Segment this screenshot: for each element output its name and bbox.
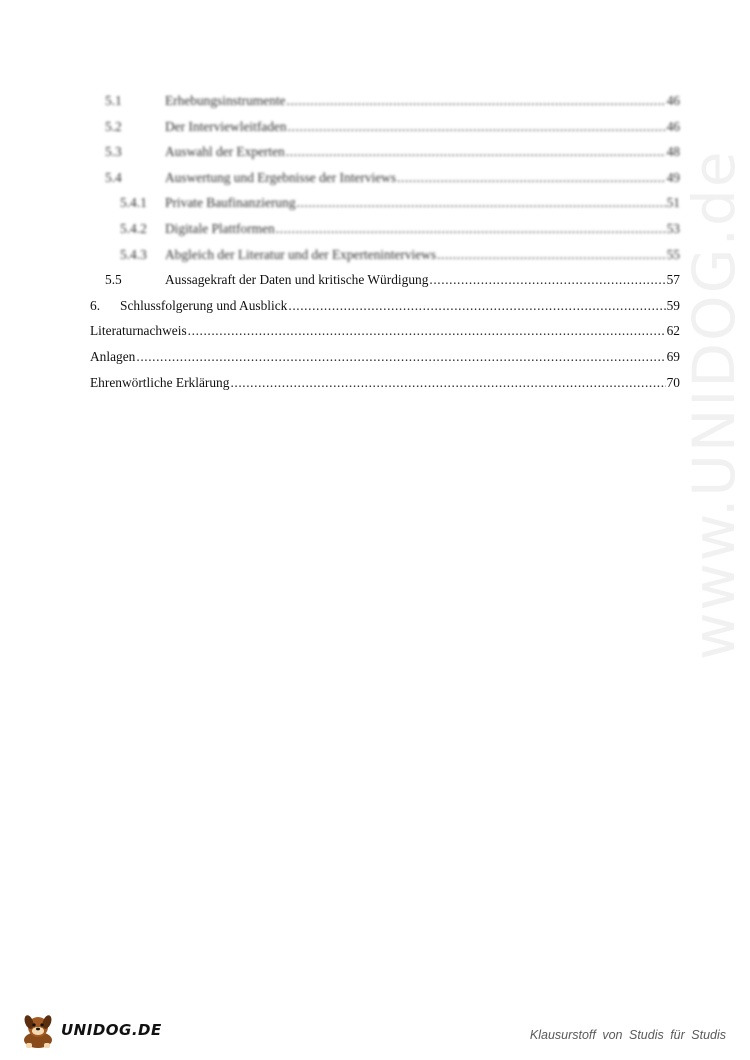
dot-leader <box>276 216 666 242</box>
dot-leader <box>397 165 666 191</box>
toc-entry-page: 69 <box>666 348 680 364</box>
toc-entry[interactable] <box>90 242 680 268</box>
toc-entry[interactable] <box>90 216 680 242</box>
toc-entry-number: 5.4.2 <box>120 220 147 236</box>
dot-leader <box>288 293 665 319</box>
toc-entry-page: 53 <box>666 220 680 236</box>
toc-entry-title: Digitale Plattformen <box>165 220 275 236</box>
toc-entry-title: Literaturnachweis <box>90 323 187 339</box>
watermark: www.UNIDOG.de <box>680 149 748 660</box>
toc-entry-title: Auswertung und Ergebnisse der Interviews <box>165 169 397 185</box>
toc-entry[interactable] <box>90 293 680 319</box>
toc-entry-title: Abgleich der Literatur und der Experteninterviews <box>165 246 437 262</box>
toc-entry-title: Aussagekraft der Daten und kritische Würdigung <box>165 272 429 288</box>
toc-entry[interactable] <box>90 344 680 370</box>
dot-leader <box>286 139 666 165</box>
toc-entry[interactable] <box>90 139 680 165</box>
toc-entry[interactable] <box>90 114 680 140</box>
toc-entry-number: 5.3 <box>105 144 122 160</box>
toc-entry-page: 59 <box>666 297 680 313</box>
toc-entry-title: Private Baufinanzierung <box>165 195 296 211</box>
toc-entry-number: 5.1 <box>105 93 122 108</box>
toc-entry-number: 6. <box>90 297 101 313</box>
dog-mascot-icon <box>18 1010 60 1050</box>
toc-entry-title: Anlagen <box>90 348 136 364</box>
logo-text: UNIDOG.DE <box>61 1021 162 1039</box>
toc-entry[interactable] <box>90 318 680 344</box>
dot-leader <box>136 344 665 370</box>
toc-entry-page: 46 <box>666 93 680 108</box>
toc-entry-page: 70 <box>666 374 680 390</box>
toc-entry-title: Ehrenwörtliche Erklärung <box>90 374 230 390</box>
toc-entry-number: 5.4.1 <box>120 195 147 211</box>
table-of-contents <box>90 88 680 395</box>
toc-entry-page: 57 <box>666 272 680 288</box>
dot-leader <box>188 318 666 344</box>
toc-entry-page: 48 <box>666 144 680 160</box>
dot-leader <box>287 88 666 114</box>
toc-entry-number: 5.2 <box>105 118 122 134</box>
toc-entry-page: 51 <box>666 195 680 211</box>
toc-entry-page: 55 <box>666 246 680 262</box>
toc-entry-page: 46 <box>666 118 680 134</box>
toc-entry-number: 5.5 <box>105 272 122 288</box>
toc-entry-page: 49 <box>666 169 680 185</box>
toc-entry[interactable] <box>90 370 680 396</box>
dot-leader <box>437 242 666 268</box>
toc-entry[interactable] <box>90 267 680 293</box>
dot-leader <box>230 370 665 396</box>
dot-leader <box>429 267 665 293</box>
toc-entry-page: 62 <box>666 323 680 339</box>
unidog-logo[interactable] <box>18 1010 162 1050</box>
toc-entry-number: 5.4.3 <box>120 246 147 262</box>
toc-entry[interactable] <box>90 88 680 114</box>
toc-entry-number: 5.4 <box>105 169 122 185</box>
toc-entry-title: Erhebungsinstrumente <box>165 93 286 108</box>
toc-entry-title: Der Interviewleitfaden <box>165 118 287 134</box>
toc-entry[interactable] <box>90 165 680 191</box>
footer-slogan: Klausurstoff von Studis für Studis <box>529 1028 726 1042</box>
dot-leader <box>297 190 666 216</box>
toc-entry-title: Auswahl der Experten <box>165 144 285 160</box>
toc-entry[interactable] <box>90 190 680 216</box>
dot-leader <box>288 114 666 140</box>
toc-entry-title: Schlussfolgerung und Ausblick <box>120 297 288 313</box>
